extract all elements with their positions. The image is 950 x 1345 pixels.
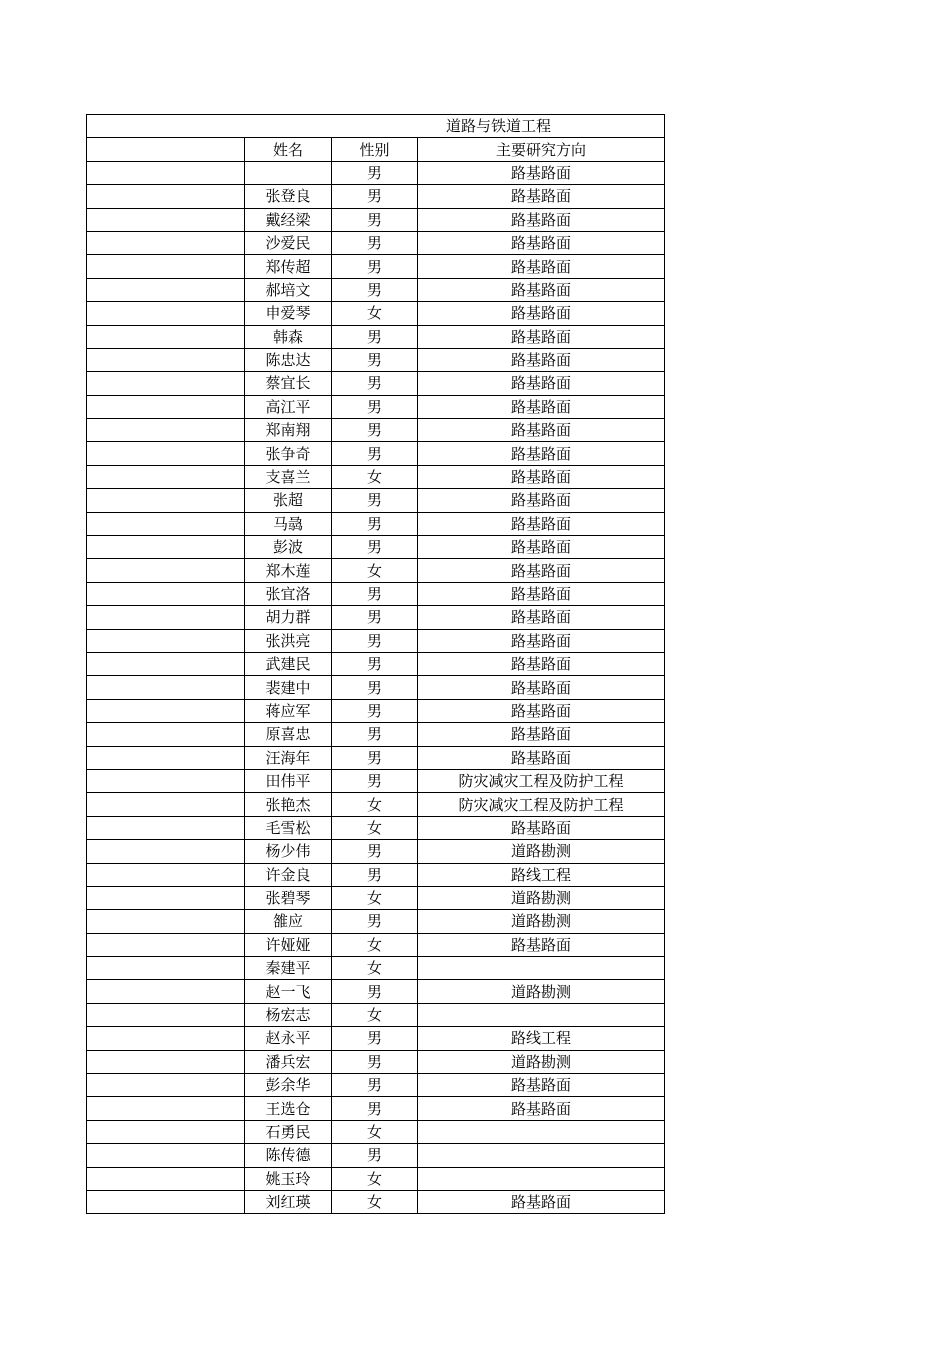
table-row	[87, 1050, 665, 1073]
row-blank-cell	[87, 863, 245, 886]
name-cell: 潘兵宏	[245, 1050, 332, 1073]
name-cell: 许金良	[245, 863, 332, 886]
name-cell: 张登良	[245, 185, 332, 208]
gender-cell: 女	[332, 886, 418, 909]
name-cell: 沙爱民	[245, 231, 332, 254]
direction-cell: 路基路面	[418, 1097, 665, 1120]
row-blank-cell	[87, 769, 245, 792]
table-row	[87, 886, 665, 909]
name-cell: 陈忠达	[245, 348, 332, 371]
gender-cell: 男	[332, 699, 418, 722]
name-cell: 张洪亮	[245, 629, 332, 652]
gender-cell: 男	[332, 582, 418, 605]
name-cell: 秦建平	[245, 957, 332, 980]
name-cell	[245, 161, 332, 184]
row-blank-cell	[87, 746, 245, 769]
gender-cell: 男	[332, 1074, 418, 1097]
row-blank-cell	[87, 231, 245, 254]
row-blank-cell	[87, 536, 245, 559]
gender-cell: 女	[332, 1120, 418, 1143]
gender-cell: 男	[332, 512, 418, 535]
header-direction: 主要研究方向	[418, 138, 665, 161]
row-blank-cell	[87, 582, 245, 605]
name-cell: 彭波	[245, 536, 332, 559]
table-row	[87, 185, 665, 208]
name-cell: 王选仓	[245, 1097, 332, 1120]
direction-cell: 路线工程	[418, 863, 665, 886]
row-blank-cell	[87, 980, 245, 1003]
gender-cell: 女	[332, 302, 418, 325]
row-blank-cell	[87, 512, 245, 535]
name-cell: 郑木莲	[245, 559, 332, 582]
table-row	[87, 465, 665, 488]
direction-cell: 路基路面	[418, 723, 665, 746]
name-cell: 杨宏志	[245, 1003, 332, 1026]
table-row	[87, 933, 665, 956]
direction-cell: 道路勘测	[418, 1050, 665, 1073]
row-blank-cell	[87, 1003, 245, 1026]
name-cell: 郝培文	[245, 278, 332, 301]
row-blank-cell	[87, 442, 245, 465]
name-cell: 高江平	[245, 395, 332, 418]
name-cell: 胡力群	[245, 606, 332, 629]
direction-cell: 路基路面	[418, 255, 665, 278]
gender-cell: 男	[332, 185, 418, 208]
name-cell: 蒋应军	[245, 699, 332, 722]
table-row	[87, 629, 665, 652]
table-row	[87, 1120, 665, 1143]
gender-cell: 男	[332, 255, 418, 278]
direction-cell: 路基路面	[418, 465, 665, 488]
gender-cell: 女	[332, 1167, 418, 1190]
row-blank-cell	[87, 606, 245, 629]
direction-cell: 道路勘测	[418, 886, 665, 909]
gender-cell: 女	[332, 559, 418, 582]
direction-cell: 道路勘测	[418, 840, 665, 863]
row-blank-cell	[87, 933, 245, 956]
direction-cell: 防灾减灾工程及防护工程	[418, 769, 665, 792]
direction-cell: 路基路面	[418, 676, 665, 699]
name-cell: 张艳杰	[245, 793, 332, 816]
row-blank-cell	[87, 302, 245, 325]
table-row	[87, 231, 665, 254]
name-cell: 汪海年	[245, 746, 332, 769]
direction-cell	[418, 1144, 665, 1167]
gender-cell: 男	[332, 910, 418, 933]
name-cell: 蔡宜长	[245, 372, 332, 395]
table-row	[87, 1074, 665, 1097]
name-cell: 姚玉玲	[245, 1167, 332, 1190]
gender-cell: 男	[332, 231, 418, 254]
gender-cell: 男	[332, 208, 418, 231]
gender-cell: 女	[332, 816, 418, 839]
name-cell: 支喜兰	[245, 465, 332, 488]
gender-cell: 女	[332, 933, 418, 956]
table-row	[87, 489, 665, 512]
gender-cell: 男	[332, 723, 418, 746]
name-cell: 张碧琴	[245, 886, 332, 909]
table-row	[87, 746, 665, 769]
direction-cell: 路基路面	[418, 278, 665, 301]
row-blank-cell	[87, 1027, 245, 1050]
row-blank-cell	[87, 208, 245, 231]
row-blank-cell	[87, 886, 245, 909]
table-row	[87, 1144, 665, 1167]
row-blank-cell	[87, 419, 245, 442]
row-blank-cell	[87, 652, 245, 675]
table-row	[87, 395, 665, 418]
direction-cell: 路基路面	[418, 208, 665, 231]
name-cell: 石勇民	[245, 1120, 332, 1143]
table-row	[87, 863, 665, 886]
name-cell: 许娅娅	[245, 933, 332, 956]
name-cell: 原喜忠	[245, 723, 332, 746]
name-cell: 武建民	[245, 652, 332, 675]
table-row	[87, 1027, 665, 1050]
name-cell: 赵一飞	[245, 980, 332, 1003]
row-blank-cell	[87, 1167, 245, 1190]
row-blank-cell	[87, 699, 245, 722]
name-cell: 雒应	[245, 910, 332, 933]
direction-cell: 道路勘测	[418, 980, 665, 1003]
row-blank-cell	[87, 1097, 245, 1120]
table-row	[87, 559, 665, 582]
table-row	[87, 1190, 665, 1213]
direction-cell: 路基路面	[418, 231, 665, 254]
gender-cell: 男	[332, 629, 418, 652]
name-cell: 裴建中	[245, 676, 332, 699]
table-title: 道路与铁道工程	[87, 115, 665, 138]
name-cell: 张超	[245, 489, 332, 512]
table-row	[87, 325, 665, 348]
gender-cell: 男	[332, 395, 418, 418]
row-blank-cell	[87, 1190, 245, 1213]
table-row	[87, 840, 665, 863]
row-blank-cell	[87, 629, 245, 652]
direction-cell: 路基路面	[418, 419, 665, 442]
direction-cell: 路基路面	[418, 395, 665, 418]
direction-cell: 路基路面	[418, 489, 665, 512]
table-row	[87, 910, 665, 933]
table-row	[87, 1097, 665, 1120]
name-cell: 张争奇	[245, 442, 332, 465]
gender-cell: 女	[332, 465, 418, 488]
gender-cell: 女	[332, 957, 418, 980]
direction-cell: 路基路面	[418, 629, 665, 652]
gender-cell: 男	[332, 161, 418, 184]
gender-cell: 男	[332, 676, 418, 699]
header-blank-cell	[87, 138, 245, 161]
direction-cell	[418, 1120, 665, 1143]
row-blank-cell	[87, 1144, 245, 1167]
row-blank-cell	[87, 723, 245, 746]
row-blank-cell	[87, 372, 245, 395]
row-blank-cell	[87, 910, 245, 933]
direction-cell: 路基路面	[418, 1074, 665, 1097]
row-blank-cell	[87, 957, 245, 980]
name-cell: 刘红瑛	[245, 1190, 332, 1213]
table-row	[87, 302, 665, 325]
row-blank-cell	[87, 278, 245, 301]
table-row	[87, 208, 665, 231]
direction-cell: 路基路面	[418, 933, 665, 956]
table-row	[87, 606, 665, 629]
gender-cell: 男	[332, 1050, 418, 1073]
row-blank-cell	[87, 816, 245, 839]
name-cell: 毛雪松	[245, 816, 332, 839]
direction-cell: 路基路面	[418, 652, 665, 675]
gender-cell: 男	[332, 278, 418, 301]
gender-cell: 男	[332, 1027, 418, 1050]
table-row	[87, 582, 665, 605]
gender-cell: 男	[332, 840, 418, 863]
row-blank-cell	[87, 1050, 245, 1073]
direction-cell	[418, 957, 665, 980]
gender-cell: 男	[332, 606, 418, 629]
direction-cell: 路基路面	[418, 161, 665, 184]
gender-cell: 男	[332, 442, 418, 465]
name-cell: 郑南翔	[245, 419, 332, 442]
table-row	[87, 980, 665, 1003]
gender-cell: 男	[332, 372, 418, 395]
row-blank-cell	[87, 676, 245, 699]
direction-cell: 路线工程	[418, 1027, 665, 1050]
row-blank-cell	[87, 1120, 245, 1143]
row-blank-cell	[87, 161, 245, 184]
name-cell: 田伟平	[245, 769, 332, 792]
table-row	[87, 161, 665, 184]
direction-cell: 路基路面	[418, 606, 665, 629]
table-row	[87, 1003, 665, 1026]
header-row	[87, 138, 665, 161]
gender-cell: 男	[332, 348, 418, 371]
direction-cell: 路基路面	[418, 582, 665, 605]
name-cell: 韩森	[245, 325, 332, 348]
direction-cell: 路基路面	[418, 372, 665, 395]
direction-cell: 道路勘测	[418, 910, 665, 933]
table-row	[87, 676, 665, 699]
row-blank-cell	[87, 185, 245, 208]
name-cell: 陈传德	[245, 1144, 332, 1167]
faculty-table	[86, 114, 665, 1214]
gender-cell: 男	[332, 863, 418, 886]
direction-cell: 路基路面	[418, 302, 665, 325]
gender-cell: 男	[332, 746, 418, 769]
direction-cell: 路基路面	[418, 1190, 665, 1213]
gender-cell: 男	[332, 419, 418, 442]
gender-cell: 男	[332, 980, 418, 1003]
table-row	[87, 957, 665, 980]
direction-cell	[418, 1003, 665, 1026]
row-blank-cell	[87, 325, 245, 348]
table-row	[87, 419, 665, 442]
name-cell: 杨少伟	[245, 840, 332, 863]
table-row	[87, 816, 665, 839]
name-cell: 郑传超	[245, 255, 332, 278]
table-row	[87, 769, 665, 792]
direction-cell: 路基路面	[418, 348, 665, 371]
gender-cell: 男	[332, 769, 418, 792]
table-row	[87, 255, 665, 278]
direction-cell: 路基路面	[418, 816, 665, 839]
table-row	[87, 278, 665, 301]
direction-cell: 路基路面	[418, 559, 665, 582]
table-row	[87, 512, 665, 535]
table-row	[87, 348, 665, 371]
gender-cell: 男	[332, 1097, 418, 1120]
table-row	[87, 793, 665, 816]
table-row	[87, 536, 665, 559]
name-cell: 彭余华	[245, 1074, 332, 1097]
title-row	[87, 115, 665, 138]
gender-cell: 男	[332, 489, 418, 512]
row-blank-cell	[87, 465, 245, 488]
row-blank-cell	[87, 395, 245, 418]
gender-cell: 男	[332, 1144, 418, 1167]
direction-cell: 路基路面	[418, 512, 665, 535]
name-cell: 赵永平	[245, 1027, 332, 1050]
name-cell: 申爱琴	[245, 302, 332, 325]
gender-cell: 女	[332, 793, 418, 816]
direction-cell: 路基路面	[418, 699, 665, 722]
direction-cell: 路基路面	[418, 536, 665, 559]
row-blank-cell	[87, 255, 245, 278]
header-name: 姓名	[245, 138, 332, 161]
table-row	[87, 1167, 665, 1190]
gender-cell: 男	[332, 652, 418, 675]
name-cell: 戴经梁	[245, 208, 332, 231]
row-blank-cell	[87, 348, 245, 371]
name-cell: 马骉	[245, 512, 332, 535]
gender-cell: 男	[332, 325, 418, 348]
gender-cell: 女	[332, 1190, 418, 1213]
row-blank-cell	[87, 1074, 245, 1097]
table-row	[87, 372, 665, 395]
row-blank-cell	[87, 793, 245, 816]
row-blank-cell	[87, 840, 245, 863]
direction-cell	[418, 1167, 665, 1190]
header-gender: 性别	[332, 138, 418, 161]
table-row	[87, 699, 665, 722]
table-row	[87, 652, 665, 675]
table-row	[87, 723, 665, 746]
table-row	[87, 442, 665, 465]
row-blank-cell	[87, 559, 245, 582]
direction-cell: 路基路面	[418, 442, 665, 465]
spreadsheet-table-container	[86, 114, 665, 1214]
direction-cell: 防灾减灾工程及防护工程	[418, 793, 665, 816]
gender-cell: 男	[332, 536, 418, 559]
row-blank-cell	[87, 489, 245, 512]
direction-cell: 路基路面	[418, 325, 665, 348]
gender-cell: 女	[332, 1003, 418, 1026]
direction-cell: 路基路面	[418, 185, 665, 208]
name-cell: 张宜洛	[245, 582, 332, 605]
direction-cell: 路基路面	[418, 746, 665, 769]
